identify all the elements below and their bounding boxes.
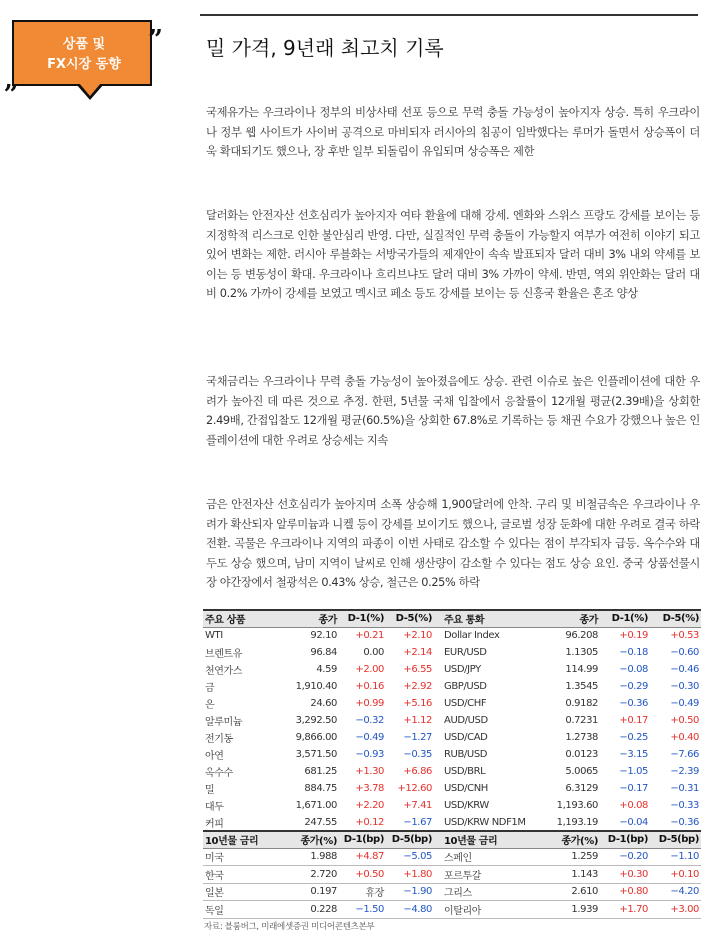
- table-cell: −0.31: [670, 783, 699, 794]
- table-cell: +0.19: [619, 630, 648, 642]
- quote-close-mark: ”: [148, 25, 163, 55]
- col-header: 종가(%): [538, 831, 600, 848]
- col-header: D-1(%): [339, 610, 386, 627]
- table-cell: 한국: [203, 866, 275, 884]
- paragraph-gold: 금은 안전자산 선호심리가 높아지며 소폭 상승해 1,900달러에 안착. 구리 및 비철금속은 우크라이나 우려가 확산되자 알루미늄과 니켈 등이 강세를 보이기도 했으나, 글로벌 성장 둔화에 대한 우려로 결국 하락 전환. 곡물은 우크라이나 지역의 파종이 이번 사태로 감소할 수 있다는 점이 부각되자 급등. 옥수수와 대두도 상승 했으며, 남미 지역이 날씨로 인해 생산량이 감소할 수 있다는 점도 상승 요인. 중국 상품선물시장 야간장에서 철광석은 0.43% 상승, 철근은 0.25% 하락: [206, 498, 700, 589]
- table-cell: WTI: [205, 630, 223, 642]
- table-cell: −0.93: [355, 749, 384, 760]
- col-header: D-5(%): [650, 610, 701, 627]
- table-cell: −1.90: [386, 883, 434, 901]
- table-cell: 884.75: [304, 783, 337, 794]
- table-cell: 96.84: [310, 647, 337, 658]
- paragraph-oil: 국제유가는 우크라이나 정부의 비상사태 선포 등으로 무력 충돌 가능성이 높아지자 상승. 특히 우크라이나 정부 웹 사이트가 사이버 공격으로 마비되자 러시아의 침공이 임박했다는 루머가 돌면서 상승폭이 더욱 확대되기도 했으나, 장 후반 일부 되돌림이 유입되며 상승폭은 제한: [206, 106, 700, 158]
- table-cell: 6.3129: [565, 783, 598, 794]
- table-cell: 1.988: [275, 848, 339, 866]
- table-cell: 미국: [203, 848, 275, 866]
- table-cell: −1.05: [619, 766, 648, 777]
- table-cell: −0.46: [670, 664, 699, 675]
- table-cell: +2.20: [355, 800, 384, 811]
- commodities-header-row: [203, 610, 701, 627]
- table-cell: 독일: [203, 901, 275, 919]
- bond-header-row: [203, 831, 701, 848]
- badge-tail-inner: [79, 83, 101, 96]
- table-cell: +0.40: [670, 732, 699, 743]
- section-badge: [4, 20, 163, 110]
- table-cell: 금: [205, 683, 215, 694]
- table-cell: +2.10: [403, 630, 432, 642]
- commodities-body: [203, 627, 701, 831]
- table-cell: 96.208: [565, 630, 598, 642]
- table-cell: 알루미늄: [205, 717, 243, 728]
- table-row: [203, 661, 701, 678]
- table-cell: +6.86: [403, 766, 432, 777]
- table-cell: +2.92: [403, 681, 432, 692]
- table-cell: 1.939: [538, 901, 600, 919]
- table-cell: −0.25: [619, 732, 648, 743]
- table-cell: USD/KRW: [444, 800, 489, 811]
- title-rule: [200, 14, 698, 16]
- table-row: [203, 712, 701, 729]
- table-cell: +0.80: [600, 883, 650, 901]
- table-cell: 1,671.00: [295, 800, 337, 811]
- table-cell: +3.78: [355, 783, 384, 794]
- table-row: [203, 814, 701, 831]
- table-cell: +0.53: [670, 630, 699, 642]
- table-cell: 브렌트유: [205, 649, 243, 660]
- table-cell: −1.67: [403, 816, 432, 828]
- table-cell: +0.30: [600, 866, 650, 884]
- table-cell: 1.2738: [565, 732, 598, 743]
- table-cell: −0.60: [670, 647, 699, 658]
- table-cell: −7.66: [670, 749, 699, 760]
- table-row: [203, 866, 701, 884]
- table-cell: +1.80: [386, 866, 434, 884]
- table-cell: −0.29: [619, 681, 648, 692]
- table-row: [203, 678, 701, 695]
- table-row: [203, 763, 701, 780]
- table-cell: Dollar Index: [444, 630, 500, 642]
- table-cell: −0.49: [670, 698, 699, 709]
- col-header: D-1(bp): [600, 831, 650, 848]
- table-cell: USD/CNH: [444, 783, 488, 794]
- col-header: D-1(%): [600, 610, 650, 627]
- table-cell: +12.60: [397, 783, 432, 794]
- col-header: 주요 통화: [434, 610, 538, 627]
- table-cell: USD/CHF: [444, 698, 487, 709]
- table-row: [203, 901, 701, 919]
- table-cell: +0.12: [355, 816, 384, 828]
- col-header: 종가: [538, 610, 600, 627]
- table-cell: 1.259: [538, 848, 600, 866]
- table-cell: −0.32: [355, 715, 384, 726]
- table-cell: 114.99: [565, 664, 598, 675]
- table-cell: 92.10: [310, 630, 337, 642]
- table-cell: 0.9182: [565, 698, 598, 709]
- table-cell: 4.59: [316, 664, 337, 675]
- table-cell: USD/CAD: [444, 732, 488, 743]
- table-cell: USD/BRL: [444, 766, 486, 777]
- col-header: 10년물 금리: [203, 831, 275, 848]
- table-cell: −3.15: [619, 749, 648, 760]
- table-cell: 이탈리아: [434, 901, 538, 919]
- bond-body: [203, 848, 701, 918]
- table-cell: −4.20: [650, 883, 701, 901]
- table-cell: 그리스: [434, 883, 538, 901]
- table-cell: +0.21: [355, 630, 384, 642]
- table-cell: +0.50: [339, 866, 386, 884]
- table-cell: 3,571.50: [295, 749, 337, 760]
- table-cell: 밀: [205, 785, 215, 796]
- table-cell: +1.12: [403, 715, 432, 726]
- paragraph-dollar: 달러화는 안전자산 선호심리가 높아지자 여타 환율에 대해 강세. 엔화와 스위스 프랑도 강세를 보이는 등 지정학적 리스크로 인한 불안심리 반영. 다만, 실질적인 무력 충돌이 가능할지 여부가 여전히 이야기 되고 있어 변화는 제한. 러시아 루블화는 서방국가들의 제재안이 속속 발표되자 달러 대비 3% 내외 약세를 보이는 등 변동성이 확대. 우크라이나 흐리브냐도 달러 대비 3% 가까이 약세. 반면, 역외 위안화는 달러 대비 0.2% 가까이 강세를 보였고 멕시코 페소 등도 강세를 보이는 등 신흥국 환율은 혼조 양상: [206, 209, 700, 300]
- table-cell: −0.04: [619, 816, 648, 828]
- table-cell: −0.30: [670, 681, 699, 692]
- table-cell: −5.05: [386, 848, 434, 866]
- table-cell: +1.70: [600, 901, 650, 919]
- table-cell: 3,292.50: [295, 715, 337, 726]
- table-cell: −0.18: [619, 647, 648, 658]
- table-cell: +0.08: [619, 800, 648, 811]
- table-cell: 스페인: [434, 848, 538, 866]
- table-cell: −0.36: [670, 816, 699, 828]
- table-cell: +0.17: [619, 715, 648, 726]
- table-cell: +5.16: [403, 698, 432, 709]
- table-row: [203, 848, 701, 866]
- table-cell: −0.08: [619, 664, 648, 675]
- table-cell: 1.3545: [565, 681, 598, 692]
- table-cell: 전기동: [205, 734, 233, 745]
- col-header: 종가: [275, 610, 339, 627]
- table-cell: RUB/USD: [444, 749, 488, 760]
- page-title: 밀 가격, 9년래 최고치 기록: [206, 36, 444, 60]
- table-row: [203, 644, 701, 661]
- source-note: 자료: 블룸버그, 미래에셋증권 미디어콘텐츠본부: [204, 922, 375, 932]
- table-row: [203, 627, 701, 644]
- table-cell: 커피: [205, 818, 224, 830]
- paragraph-treasury: 국채금리는 우크라이나 무력 충돌 가능성이 높아졌음에도 상승. 관련 이슈로 높은 인플레이션에 대한 우려가 높아진 데 따른 것으로 추정. 한편, 5년물 국채 입찰에서 응찰률이 12개월 평균(2.39배)을 상회한 2.49배, 간접입찰도 12개월 평균(60.5%)을 상회한 67.8%로 기록하는 등 채권 수요가 강했으나 높은 인플레이션에 대한 우려로 상승세는 지속: [206, 375, 700, 447]
- table-cell: +0.10: [650, 866, 701, 884]
- table-cell: −0.36: [619, 698, 648, 709]
- table-cell: 0.00: [363, 647, 384, 658]
- table-cell: 휴장: [339, 883, 386, 901]
- table-cell: 은: [205, 700, 215, 711]
- col-header: D-1(bp): [339, 831, 386, 848]
- table-cell: −0.35: [403, 749, 432, 760]
- table-cell: 1.1305: [565, 647, 598, 658]
- table-cell: +1.30: [355, 766, 384, 777]
- table-cell: EUR/USD: [444, 647, 487, 658]
- badge-text: [14, 35, 154, 75]
- table-row: [203, 780, 701, 797]
- table-cell: 1,910.40: [295, 681, 337, 692]
- table-cell: −0.33: [670, 800, 699, 811]
- col-header: D-5(bp): [650, 831, 701, 848]
- table-cell: 0.197: [275, 883, 339, 901]
- col-header: D-5(%): [386, 610, 434, 627]
- table-cell: 9,866.00: [295, 732, 337, 743]
- table-cell: 681.25: [304, 766, 337, 777]
- badge-line2: FX시장 동향: [47, 57, 121, 72]
- table-cell: −4.80: [386, 901, 434, 919]
- table-cell: 24.60: [310, 698, 337, 709]
- table-cell: USD/JPY: [444, 664, 481, 675]
- col-header: 10년물 금리: [434, 831, 538, 848]
- table-cell: −1.50: [339, 901, 386, 919]
- table-cell: 아연: [205, 751, 224, 762]
- table-row: [203, 695, 701, 712]
- table-cell: −0.17: [619, 783, 648, 794]
- table-cell: 포르투갈: [434, 866, 538, 884]
- table-cell: +4.87: [339, 848, 386, 866]
- market-table: [203, 609, 701, 919]
- col-header: 주요 상품: [203, 610, 275, 627]
- table-row: [203, 883, 701, 901]
- table-cell: 대두: [205, 802, 224, 813]
- table-cell: AUD/USD: [444, 715, 488, 726]
- table-cell: 247.55: [304, 816, 337, 828]
- table-cell: +0.50: [670, 715, 699, 726]
- table-row: [203, 797, 701, 814]
- table-cell: 1,193.19: [556, 816, 598, 828]
- table-cell: +3.00: [650, 901, 701, 919]
- table-cell: −1.10: [650, 848, 701, 866]
- table-cell: 옥수수: [205, 768, 233, 779]
- table-cell: 1,193.60: [556, 800, 598, 811]
- table-cell: 0.0123: [565, 749, 598, 760]
- table-row: [203, 729, 701, 746]
- badge-box: [12, 20, 152, 86]
- table-cell: +6.55: [403, 664, 432, 675]
- table-cell: −1.27: [403, 732, 432, 743]
- col-header: D-5(bp): [386, 831, 434, 848]
- table-cell: −2.39: [670, 766, 699, 777]
- table-cell: +0.99: [355, 698, 384, 709]
- table-cell: 천연가스: [205, 666, 243, 677]
- quote-open-mark: „: [4, 65, 19, 95]
- table-cell: 2.720: [275, 866, 339, 884]
- table-cell: 0.7231: [565, 715, 598, 726]
- table-cell: −0.49: [355, 732, 384, 743]
- table-cell: USD/KRW NDF1M: [444, 816, 526, 828]
- table-row: [203, 746, 701, 763]
- table-cell: −0.20: [600, 848, 650, 866]
- table-cell: 5.0065: [565, 766, 598, 777]
- table-cell: +0.16: [355, 681, 384, 692]
- table-cell: 2.610: [538, 883, 600, 901]
- table-cell: 일본: [203, 883, 275, 901]
- badge-line1: 상품 및: [62, 37, 106, 52]
- table-cell: +2.00: [355, 664, 384, 675]
- table-cell: GBP/USD: [444, 681, 487, 692]
- table-cell: +2.14: [403, 647, 432, 658]
- table-cell: +7.41: [403, 800, 432, 811]
- table-cell: 1.143: [538, 866, 600, 884]
- col-header: 종가(%): [275, 831, 339, 848]
- table-cell: 0.228: [275, 901, 339, 919]
